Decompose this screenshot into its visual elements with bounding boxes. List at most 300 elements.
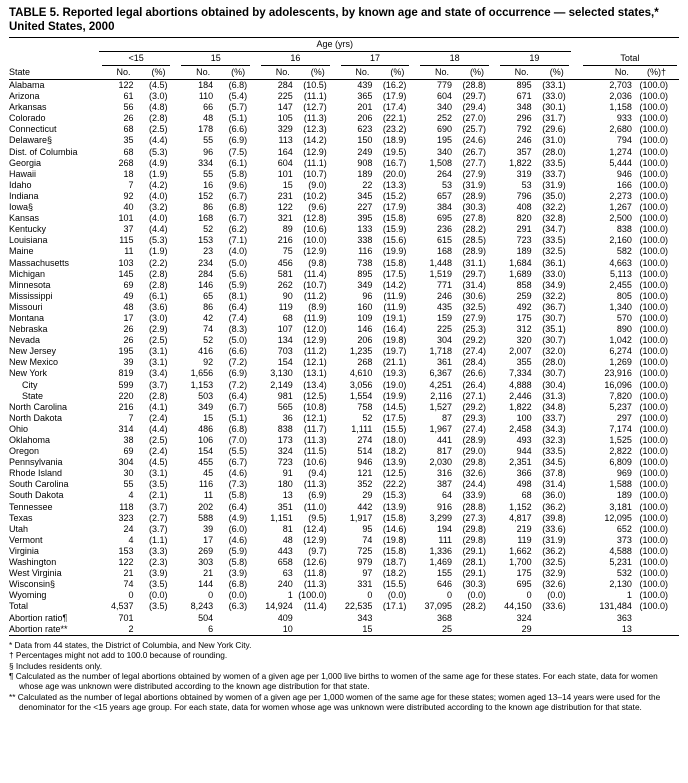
count-cell: 154 — [277, 357, 293, 368]
percent-cell: (3.0) — [148, 91, 168, 102]
state-name-cell: Alabama — [9, 80, 45, 90]
percent-cell: (15.6) — [382, 235, 407, 246]
count-cell: 4,537 — [111, 601, 134, 612]
percent-cell: (28.0) — [542, 357, 566, 368]
count-cell: 240 — [277, 579, 293, 590]
percent-cell: (3.9) — [228, 568, 248, 579]
count-cell: 206 — [357, 113, 373, 124]
percent-cell: (32.9) — [542, 568, 566, 579]
percent-cell: (100.0) — [639, 357, 668, 368]
count-cell: 14,924 — [265, 601, 293, 612]
state-name-cell: New York — [9, 368, 48, 379]
percent-cell: (100.0) — [639, 213, 668, 224]
percent-cell: (2.4) — [148, 446, 168, 457]
no-header: No. — [258, 66, 293, 80]
state-name-cell: Louisiana — [9, 235, 48, 246]
count-cell: 259 — [516, 290, 532, 301]
percent-cell: (29.8) — [462, 457, 486, 468]
percent-cell: (21.1) — [382, 357, 407, 368]
count-cell: 486 — [198, 423, 214, 434]
count-cell: 908 — [357, 157, 373, 168]
state-name-cell: Rhode Island — [9, 468, 63, 479]
count-cell: 581 — [277, 268, 293, 279]
count-cell: 690 — [437, 124, 453, 135]
count-cell: 195 — [118, 346, 134, 357]
count-cell: 159 — [437, 312, 453, 323]
percent-cell — [293, 613, 338, 624]
percent-cell: (100.0) — [639, 124, 668, 135]
percent-cell: (100.0) — [639, 113, 668, 124]
count-cell: 340 — [437, 102, 453, 113]
count-cell: 175 — [516, 312, 532, 323]
count-cell: 48 — [282, 534, 293, 545]
pct-header: (%) — [213, 66, 258, 80]
percent-cell: (9.0) — [308, 179, 327, 190]
percent-cell: (2.8) — [148, 390, 168, 401]
count-cell: 246 — [437, 290, 453, 301]
percent-cell: (5.1) — [228, 113, 248, 124]
count-cell: 981 — [277, 390, 293, 401]
count-cell: 189 — [616, 490, 632, 501]
count-cell: 164 — [277, 146, 293, 157]
count-cell: 291 — [516, 224, 532, 235]
table-row — [9, 202, 679, 213]
table-row — [9, 302, 679, 313]
percent-cell: (100.0) — [639, 501, 668, 512]
percent-cell: (29.4) — [462, 102, 486, 113]
count-cell: 153 — [118, 545, 134, 556]
percent-cell — [632, 613, 679, 624]
percent-cell: (10.7) — [303, 168, 327, 179]
percent-cell: (100.0) — [639, 102, 668, 113]
percent-cell: (19.1) — [382, 312, 407, 323]
percent-cell: (7.2) — [228, 357, 248, 368]
percent-cell: (3.7) — [148, 379, 168, 390]
percent-cell: (100.0) — [639, 135, 668, 146]
count-cell: 119 — [278, 301, 293, 312]
count-cell: 435 — [437, 301, 453, 312]
count-cell: 1,554 — [349, 390, 373, 401]
state-name-cell: Colorado — [9, 113, 46, 124]
table-row — [9, 557, 679, 568]
percent-cell: (100.0) — [639, 190, 668, 201]
percent-cell: (32.3) — [542, 435, 566, 445]
count-cell: 116 — [358, 246, 373, 257]
percent-cell: (27.0) — [462, 113, 486, 124]
percent-cell: (8.3) — [228, 324, 248, 335]
count-cell: 150 — [357, 135, 373, 146]
percent-cell: (27.1) — [462, 390, 486, 401]
count-cell: 154 — [198, 446, 214, 457]
table-row — [9, 468, 679, 479]
count-cell: 657 — [437, 190, 453, 201]
percent-cell: (15.8) — [382, 257, 407, 268]
table-row — [9, 391, 679, 402]
percent-cell: (32.5) — [542, 246, 566, 257]
count-cell: 1,718 — [429, 346, 453, 357]
percent-cell: (11.9) — [303, 312, 327, 323]
count-cell: 373 — [616, 534, 632, 545]
percent-cell: (17.5) — [382, 268, 407, 279]
count-cell: 565 — [277, 401, 293, 412]
percent-cell: (18.7) — [382, 557, 407, 568]
state-name-cell: State — [22, 390, 44, 401]
percent-cell: (6.7) — [228, 213, 248, 224]
count-cell: 340 — [437, 146, 453, 157]
table-row — [9, 380, 679, 391]
age-labels-row — [9, 52, 679, 66]
count-cell: 1,153 — [190, 379, 214, 390]
percent-cell — [372, 624, 417, 636]
count-cell: 30 — [123, 468, 134, 479]
table-row — [9, 180, 679, 191]
count-cell: 384 — [437, 202, 453, 213]
count-cell: 858 — [516, 279, 532, 290]
count-cell: 122 — [118, 557, 134, 568]
count-cell: 3,299 — [429, 512, 453, 523]
count-cell: 838 — [616, 224, 632, 235]
percent-cell: (26.6) — [462, 368, 486, 379]
count-cell: 55 — [123, 479, 134, 490]
count-cell: 269 — [198, 545, 214, 556]
no-header: No. — [178, 66, 213, 80]
count-cell: 794 — [616, 135, 632, 146]
count-cell: 2,351 — [509, 457, 532, 468]
percent-cell: (15.9) — [382, 224, 407, 235]
percent-cell: (31.9) — [542, 179, 566, 190]
percent-cell: (5.8) — [228, 490, 248, 501]
percent-cell: (6.1) — [148, 290, 168, 301]
percent-cell: (30.4) — [542, 379, 566, 390]
table-row — [9, 135, 679, 146]
percent-cell: (36.2) — [542, 501, 566, 512]
total-label: Total — [583, 53, 677, 66]
state-name-cell: Maine — [9, 246, 34, 257]
count-cell: 37,095 — [424, 601, 453, 612]
count-cell: 312 — [516, 324, 532, 335]
percent-cell: (27.3) — [462, 512, 486, 523]
percent-cell: (16.4) — [382, 324, 407, 335]
count-cell: 652 — [616, 523, 632, 534]
percent-cell: (33.7) — [542, 412, 566, 423]
count-cell: 115 — [119, 235, 134, 246]
count-cell: 492 — [516, 301, 532, 312]
percent-cell — [532, 613, 577, 624]
state-name-cell: Massachusetts — [9, 257, 70, 268]
percent-cell: (14.5) — [382, 401, 407, 412]
percent-cell: (33.5) — [542, 235, 566, 246]
count-cell: 225 — [277, 91, 293, 102]
table-row — [9, 124, 679, 135]
count-cell: 387 — [437, 479, 453, 490]
count-cell: 416 — [198, 346, 214, 357]
percent-cell: (100.0) — [639, 401, 668, 412]
count-cell: 348 — [516, 102, 532, 113]
count-cell: 646 — [437, 579, 453, 590]
percent-cell: (4.8) — [148, 102, 168, 113]
percent-cell: (34.9) — [542, 279, 566, 290]
count-cell: 13 — [282, 490, 293, 501]
count-cell: 351 — [277, 501, 293, 512]
count-cell: 252 — [437, 113, 453, 124]
state-name-cell: Ohio — [9, 423, 29, 434]
table-row — [9, 246, 679, 257]
percent-cell: (5.5) — [228, 446, 248, 457]
percent-cell: (31.3) — [542, 390, 566, 401]
subheader-row — [9, 66, 679, 80]
percent-cell: (7.4) — [228, 312, 248, 323]
percent-cell: (4.9) — [148, 157, 168, 168]
count-cell: 216 — [277, 235, 293, 246]
percent-cell: (28.5) — [462, 235, 486, 246]
percent-cell: (29.1) — [462, 545, 486, 556]
count-cell: 268 — [357, 357, 373, 368]
count-cell: 1,469 — [429, 557, 453, 568]
count-cell: 26 — [123, 335, 134, 346]
state-name-cell: City — [22, 379, 38, 390]
table-row — [9, 213, 679, 224]
state-name-cell: Wisconsin§ — [9, 579, 56, 590]
percent-cell: (2.5) — [148, 124, 168, 135]
percent-cell: (10.6) — [303, 457, 327, 468]
count-cell: 2,273 — [609, 190, 632, 201]
spacer-cell — [577, 38, 679, 53]
percent-cell: (31.7) — [542, 113, 566, 124]
count-cell: 66 — [203, 102, 214, 113]
count-cell: 134 — [277, 335, 293, 346]
count-cell: 236 — [437, 224, 453, 235]
table-row — [9, 568, 679, 579]
table-row — [9, 601, 679, 612]
count-cell: 838 — [277, 423, 293, 434]
percent-cell — [134, 613, 179, 624]
percent-cell: (9.6) — [308, 202, 327, 213]
count-cell: 22 — [362, 179, 373, 190]
count-cell: 75 — [282, 246, 293, 257]
count-cell: 1,340 — [609, 301, 632, 312]
count-cell: 1,519 — [429, 268, 453, 279]
percent-cell: (26.4) — [462, 379, 486, 390]
percent-cell: (100.0) — [639, 557, 668, 568]
count-cell: 38 — [123, 435, 134, 445]
percent-cell: (6.7) — [228, 401, 248, 412]
percent-cell: (100.0) — [639, 268, 668, 279]
pct-header: (%) — [452, 66, 497, 80]
count-cell: 131,484 — [599, 601, 632, 612]
percent-cell: (27.4) — [462, 423, 486, 434]
count-cell: 55 — [203, 168, 214, 179]
count-cell: 3,056 — [349, 379, 373, 390]
count-cell: 1,158 — [609, 102, 632, 113]
count-cell: 1,152 — [509, 501, 532, 512]
table-row — [9, 335, 679, 346]
percent-cell: (11.3) — [303, 579, 327, 590]
age-column-header-16 — [258, 52, 338, 66]
count-cell: 68 — [123, 146, 134, 157]
percent-cell: (22.2) — [382, 479, 407, 490]
percent-cell: (6.6) — [228, 346, 248, 357]
count-cell: 725 — [357, 545, 373, 556]
percent-cell: (14.2) — [382, 279, 407, 290]
percent-cell: (6.9) — [308, 490, 327, 501]
percent-cell: (27.9) — [462, 312, 486, 323]
percent-cell: (29.0) — [462, 446, 486, 457]
percent-cell: (13.3) — [382, 179, 407, 190]
count-cell: 22,535 — [344, 601, 373, 612]
count-cell: 39 — [123, 357, 134, 368]
percent-cell: (22.1) — [382, 113, 407, 124]
age-group-row — [9, 38, 679, 53]
percent-cell: (27.4) — [462, 346, 486, 357]
percent-cell: (24.4) — [462, 479, 486, 490]
state-name-cell: Georgia — [9, 157, 42, 168]
table-row — [9, 524, 679, 535]
count-cell: 2,130 — [609, 579, 632, 590]
percent-cell: (6.0) — [228, 523, 248, 534]
percent-cell: (100.0) — [639, 80, 668, 90]
percent-cell: (3.2) — [148, 202, 168, 213]
percent-cell: (11.3) — [303, 479, 327, 490]
percent-cell: (16.2) — [382, 80, 407, 90]
count-cell: 363 — [616, 612, 632, 623]
count-cell: 671 — [516, 91, 532, 102]
count-cell: 916 — [437, 501, 453, 512]
state-name-cell: North Dakota — [9, 412, 63, 423]
count-cell: 1,267 — [609, 202, 632, 213]
percent-cell: (100.0) — [639, 168, 668, 179]
count-cell: 493 — [516, 435, 532, 445]
percent-cell: (32.2) — [542, 202, 566, 213]
count-cell: 1,151 — [270, 512, 293, 523]
count-cell: 168 — [437, 246, 453, 257]
count-cell: 68 — [521, 490, 532, 501]
count-cell: 442 — [357, 501, 373, 512]
count-cell: 44,150 — [504, 601, 532, 612]
state-name-cell: Kentucky — [9, 224, 47, 235]
percent-cell: (2.8) — [148, 268, 168, 279]
count-cell: 395 — [357, 213, 373, 224]
percent-cell: (3.5) — [148, 601, 168, 612]
percent-cell: (11.5) — [303, 446, 327, 457]
percent-cell: (25.3) — [462, 324, 486, 335]
percent-cell: (11.3) — [303, 113, 327, 124]
percent-cell: (100.0) — [639, 601, 668, 612]
count-cell: 119 — [517, 534, 532, 545]
state-name-cell: Delaware§ — [9, 135, 53, 146]
state-name-cell: Dist. of Columbia — [9, 146, 78, 157]
state-name-cell: Abortion rate** — [9, 623, 68, 634]
percent-cell: (5.0) — [228, 335, 248, 346]
count-cell: 202 — [198, 501, 214, 512]
count-cell: 106 — [198, 435, 214, 445]
count-cell: 86 — [203, 301, 214, 312]
count-cell: 231 — [277, 190, 293, 201]
percent-cell: (3.1) — [148, 468, 168, 479]
table-row — [9, 191, 679, 202]
count-cell: 52 — [203, 335, 214, 346]
percent-cell: (3.5) — [148, 579, 168, 590]
count-cell: 49 — [123, 290, 134, 301]
state-name-cell: South Dakota — [9, 490, 64, 501]
count-cell: 110 — [198, 91, 214, 102]
count-cell: 68 — [282, 312, 293, 323]
table-row — [9, 313, 679, 324]
percent-cell: (9.6) — [228, 179, 248, 190]
table-row — [9, 147, 679, 158]
percent-cell: (32.5) — [462, 301, 486, 312]
percent-cell: (100.0) — [639, 479, 668, 490]
count-cell: 944 — [516, 446, 532, 457]
percent-cell: (26.7) — [462, 146, 486, 157]
percent-cell — [372, 613, 417, 624]
count-cell: 10 — [282, 623, 293, 634]
table-row — [9, 513, 679, 524]
footnote: § Includes residents only. — [9, 660, 103, 671]
count-cell: 2,116 — [430, 390, 453, 401]
count-cell: 0 — [367, 590, 373, 601]
count-cell: 225 — [437, 324, 453, 335]
percent-cell: (5.0) — [228, 257, 248, 268]
percent-cell: (6.8) — [228, 80, 248, 90]
table-row — [9, 158, 679, 169]
count-cell: 152 — [198, 190, 214, 201]
count-cell: 352 — [357, 479, 373, 490]
count-cell: 895 — [357, 268, 373, 279]
percent-cell: (34.3) — [542, 423, 566, 434]
percent-cell: (13.1) — [303, 368, 327, 379]
percent-cell: (2.4) — [148, 412, 168, 423]
count-cell: 2,007 — [509, 346, 532, 357]
count-cell: 820 — [516, 213, 532, 224]
percent-cell: (32.2) — [542, 290, 566, 301]
count-cell: 7,174 — [609, 423, 632, 434]
age-column-header-18 — [417, 52, 497, 66]
count-cell: 695 — [516, 579, 532, 590]
count-cell: 113 — [278, 135, 293, 146]
percent-cell: (11.2) — [303, 290, 327, 301]
count-cell: 695 — [437, 213, 453, 224]
count-cell: 946 — [357, 457, 373, 468]
percent-cell: (11.1) — [303, 91, 327, 102]
table-row — [9, 346, 679, 357]
percent-cell: (6.4) — [228, 390, 248, 401]
percent-cell: (37.8) — [542, 468, 566, 479]
count-cell: 324 — [516, 612, 532, 623]
percent-cell: (28.9) — [462, 246, 486, 257]
percent-cell: (28.4) — [462, 357, 486, 368]
table-row — [9, 280, 679, 291]
count-cell: 53 — [521, 179, 532, 190]
count-cell: 5,237 — [609, 401, 632, 412]
state-column-header: State — [9, 66, 99, 80]
percent-cell: (0.0) — [148, 590, 168, 601]
table-row — [9, 446, 679, 457]
count-cell: 146 — [198, 279, 214, 290]
count-cell: 570 — [616, 312, 632, 323]
count-cell: 1,042 — [609, 335, 632, 346]
count-cell: 890 — [616, 324, 632, 335]
percent-cell: (0.0) — [387, 590, 407, 601]
percent-cell — [632, 624, 679, 636]
count-cell: 189 — [516, 246, 532, 257]
state-name-cell: Indiana — [9, 190, 39, 201]
state-name-cell: Hawaii — [9, 168, 37, 179]
table-row — [9, 402, 679, 413]
percent-cell: (100.0) — [639, 290, 668, 301]
percent-cell: (30.3) — [462, 202, 486, 213]
count-cell: 1,269 — [609, 357, 632, 368]
count-cell: 61 — [123, 91, 134, 102]
